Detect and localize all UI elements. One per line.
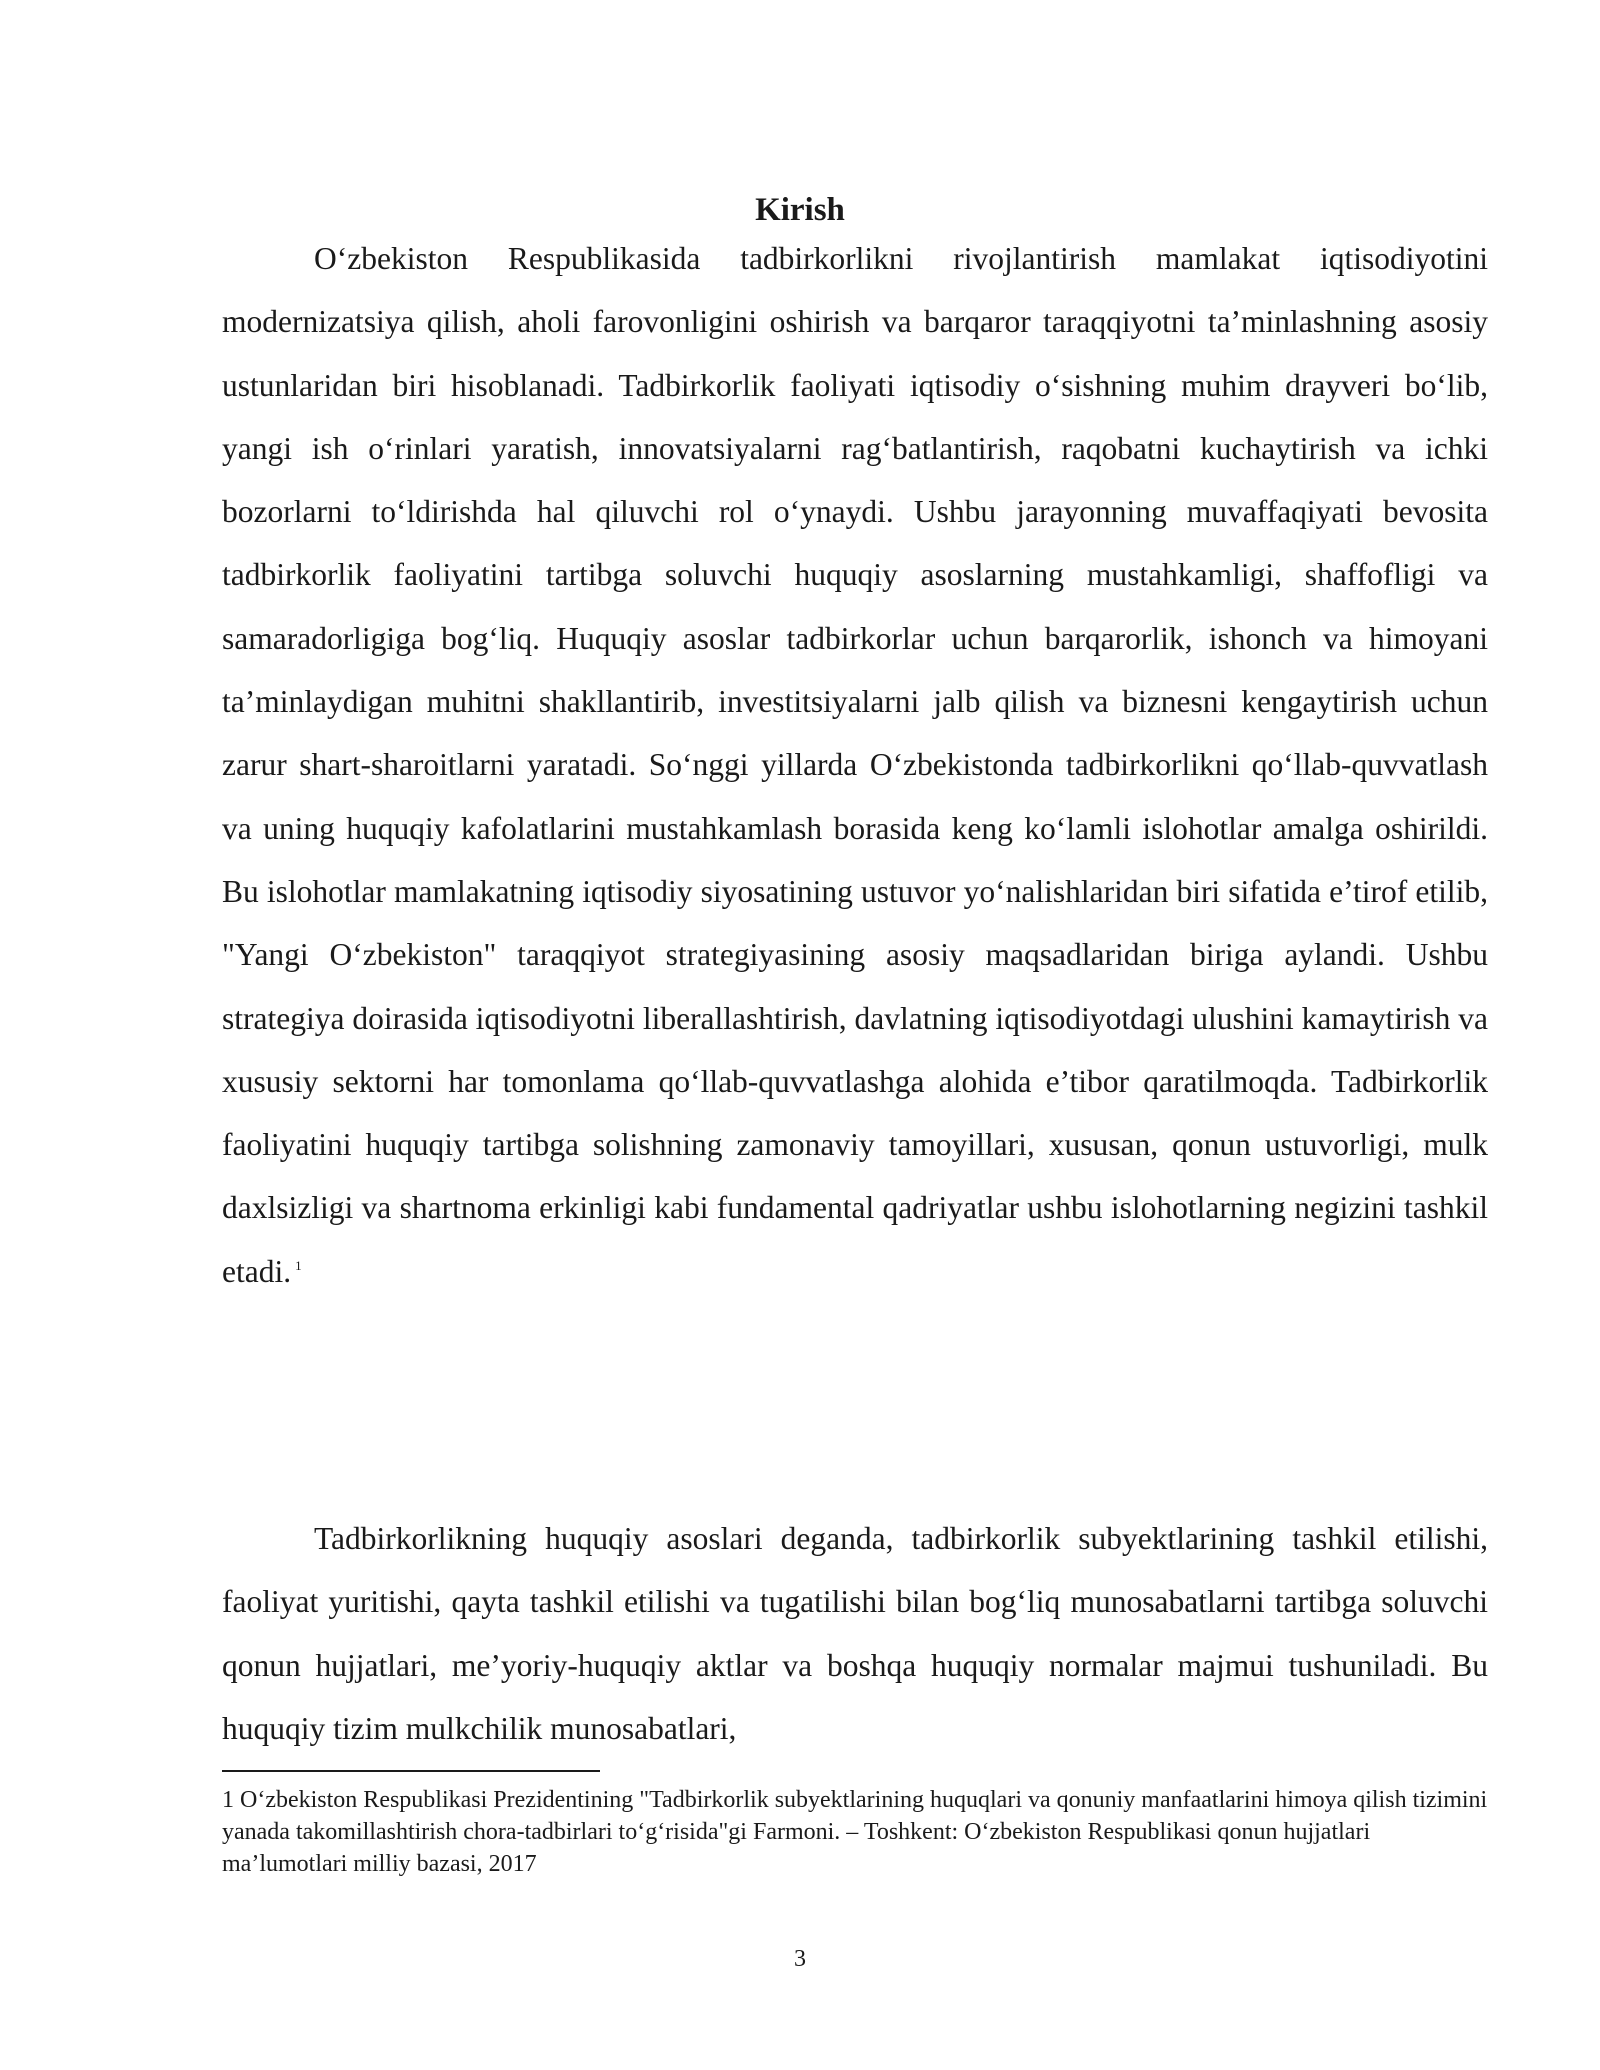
- page-number: 3: [794, 1946, 806, 1972]
- body-paragraph-2-container: [222, 1507, 1488, 1760]
- body-paragraph: [222, 227, 1488, 1303]
- body-paragraph: Tadbirkorlikning huquqiy asoslari deganda, tadbirkorlik subyektlarining tashkil etilishi, faoliyat yuritishi, qayta tashkil etilishi va tugatilishi bilan bog‘liq munosabatlarni tartibga soluvchi qonun hujjatlari, me’yoriy-huquqiy aktlar va boshqa huquqiy normalar majmui tushuniladi. Bu huquqiy tizim mulkchilik munosabatlari,: [222, 1521, 1488, 1746]
- footnote-separator: [222, 1770, 600, 1772]
- section-heading: Kirish: [755, 192, 845, 228]
- paragraph-text: O‘zbekiston Respublikasida tadbirkorlikni rivojlantirish mamlakat iqtisodiyotini modernizatsiya qilish, aholi farovonligini oshirish va barqaror taraqqiyotni ta’minlashning asosiy ustunlaridan biri hisoblanadi. Tadbirkorlik faoliyati iqtisodiy o‘sishning muhim drayveri bo‘lib, yangi ish o‘rinlari yaratish, innovatsiyalarni rag‘batlantirish, raqobatni kuchaytirish va ichki bozorlarni to‘ldirishda hal qiluvchi rol o‘ynaydi. Ushbu jarayonning muvaffaqiyati bevosita tadbirkorlik faoliyatini tartibga soluvchi huquqiy asoslarning mustahkamligi, shaffofligi va samaradorligiga bog‘liq. Huquqiy asoslar tadbirkorlar uchun barqarorlik, ishonch va himoyani ta’minlaydigan muhitni shakllantirib, investitsiyalarni jalb qilish va biznesni kengaytirish uchun zarur shart-sharoitlarni yaratadi. So‘nggi yillarda O‘zbekistonda tadbirkorlikni qo‘llab-quvvatlash va uning huquqiy kafolatlarini mustahkamlash borasida keng ko‘lamli islohotlar amalga oshirildi. Bu islohotlar mamlakatning iqtisodiy siyosatining ustuvor yo‘nalishlaridan biri sifatida e’tirof etilib, "Yangi O‘zbekiston" taraqqiyot strategiyasining asosiy maqsadlaridan biriga aylandi. Ushbu strategiya doirasida iqtisodiyotni liberallashtirish, davlatning iqtisodiyotdagi ulushini kamaytirish va xususiy sektorni har tomonlama qo‘llab-quvvatlashga alohida e’tibor qaratilmoqda. Tadbirkorlik faoliyatini huquqiy tartibga solishning zamonaviy tamoyillari, xususan, qonun ustuvorligi, mulk daxlsizligi va shartnoma erkinligi kabi fundamental qadriyatlar ushbu islohotlarning negizini tashkil etadi.: [222, 241, 1488, 1289]
- footnote-reference[interactable]: 1: [295, 1258, 302, 1274]
- footnote-text: 1 O‘zbekiston Respublikasi Prezidentining "Tadbirkorlik subyektlarining huquqlari va qonuniy manfaatlarini himoya qilish tizimini yanada takomillashtirish chora-tadbirlari to‘g‘risida"gi Farmoni. – Toshkent: O‘zbekiston Respublikasi qonun hujjatlari ma’lumotlari milliy bazasi, 2017: [222, 1787, 1488, 1877]
- body-paragraph-1-container: [222, 227, 1488, 1303]
